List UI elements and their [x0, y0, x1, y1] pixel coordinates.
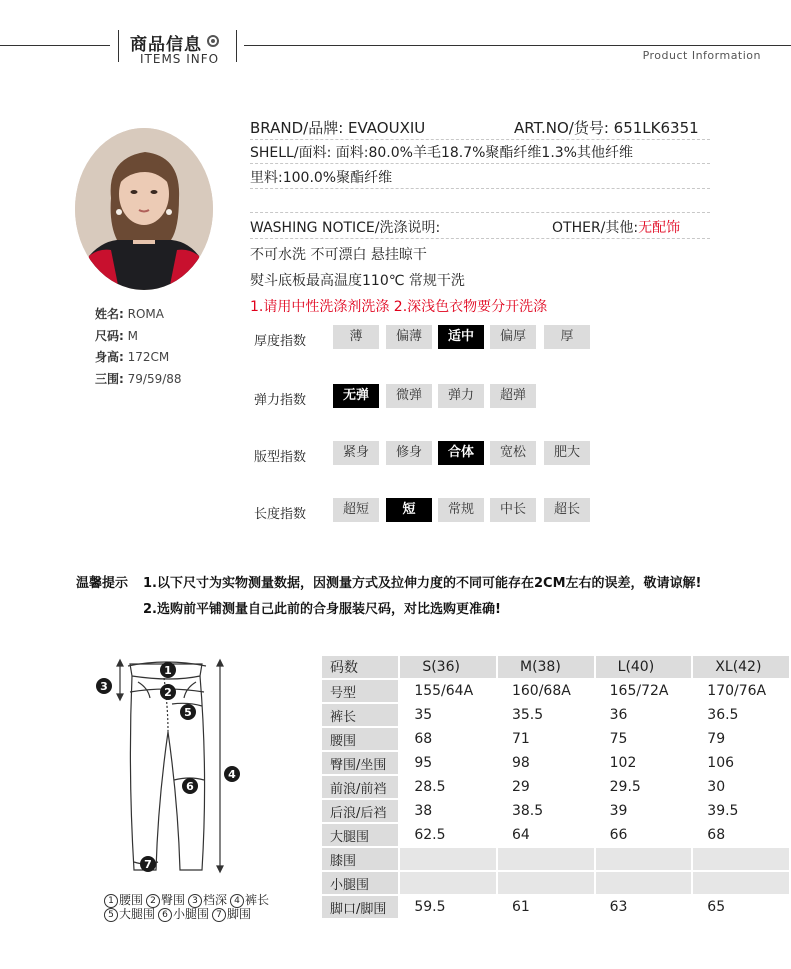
header-right-label: Product Information — [642, 49, 761, 62]
size-table-row — [322, 799, 790, 823]
size-table-cell — [399, 847, 497, 871]
size-table-cell: 66 — [595, 823, 693, 847]
size-table-cell: 61 — [497, 895, 595, 919]
size-table-cell: 65 — [692, 895, 790, 919]
size-table-cell: 39 — [595, 799, 693, 823]
size-table-row-label: 后浪/后裆 — [322, 799, 399, 823]
size-table-cell — [497, 871, 595, 895]
size-table-cell — [399, 871, 497, 895]
size-table-cell: 38 — [399, 799, 497, 823]
model-height: 身高: 172CM — [95, 350, 170, 364]
model-measurements: 三围: 79/59/88 — [95, 372, 182, 386]
marker-number: 6 — [186, 780, 194, 793]
index-option: 宽松 — [490, 441, 536, 465]
index-option-selected: 短 — [386, 498, 432, 522]
legend-number: 3 — [188, 894, 202, 908]
divider — [250, 212, 710, 213]
model-size: 尺码: M — [95, 329, 138, 343]
divider — [250, 238, 710, 239]
tips-line-1: 1.以下尺寸为实物测量数据，因测量方式及拉伸力度的不同可能存在2CM左右的误差，敬请谅解! — [143, 576, 702, 591]
divider — [250, 188, 710, 189]
size-table-cell: 102 — [595, 751, 693, 775]
size-table-cell: 170/76A — [692, 679, 790, 703]
size-table-row — [322, 871, 790, 895]
marker-number: 2 — [164, 686, 172, 699]
size-table-row-label: 大腿围 — [322, 823, 399, 847]
size-table-cell: 35.5 — [497, 703, 595, 727]
size-table-cell: 35 — [399, 703, 497, 727]
header-line-left — [0, 45, 110, 46]
size-table-row — [322, 703, 790, 727]
size-table-header-cell: L(40) — [595, 656, 693, 679]
index-option: 偏厚 — [490, 325, 536, 349]
marker-number: 5 — [184, 706, 192, 719]
other-line: OTHER/其他:无配饰 — [552, 220, 681, 236]
marker-number: 7 — [144, 858, 152, 871]
size-table-row — [322, 679, 790, 703]
diagram-legend-line-2 — [104, 905, 254, 922]
size-table-row-label: 号型 — [322, 679, 399, 703]
size-table-header-cell: 码数 — [322, 656, 399, 679]
size-table-cell: 155/64A — [399, 679, 497, 703]
size-table-cell: 160/68A — [497, 679, 595, 703]
size-table-cell: 36.5 — [692, 703, 790, 727]
legend-text: 小腿围 — [173, 907, 210, 921]
index-option: 偏薄 — [386, 325, 432, 349]
size-table-cell: 165/72A — [595, 679, 693, 703]
shell-line: SHELL/面料: 面料:80.0%羊毛18.7%聚酯纤维1.3%其他纤维 — [250, 145, 633, 161]
header-title-cn: 商品信息 — [130, 35, 202, 55]
wash-warning: 1.请用中性洗涤剂洗涤 2.深浅色衣物要分开洗涤 — [250, 299, 548, 315]
header-title-en: ITEMS INFO — [140, 52, 220, 66]
marker-number: 1 — [164, 664, 172, 677]
size-table-header-cell: XL(42) — [692, 656, 790, 679]
brand-line: BRAND/品牌: EVAOUXIU — [250, 119, 426, 137]
header-line-right — [244, 45, 791, 46]
size-table-cell: 63 — [595, 895, 693, 919]
size-table-cell: 64 — [497, 823, 595, 847]
lining-line: 里料:100.0%聚酯纤维 — [250, 170, 393, 186]
index-option-selected: 合体 — [438, 441, 484, 465]
size-table-cell: 30 — [692, 775, 790, 799]
index-option: 厚 — [544, 325, 590, 349]
legend-number: 6 — [158, 908, 172, 922]
size-table-header — [322, 656, 790, 679]
index-option: 薄 — [333, 325, 379, 349]
size-table-cell: 71 — [497, 727, 595, 751]
model-name: 姓名: ROMA — [95, 307, 164, 321]
legend-number: 5 — [104, 908, 118, 922]
size-table-row — [322, 751, 790, 775]
size-table-row — [322, 847, 790, 871]
header-bracket-right — [236, 30, 237, 62]
size-table-cell: 68 — [399, 727, 497, 751]
index-option: 超短 — [333, 498, 379, 522]
size-table-cell: 62.5 — [399, 823, 497, 847]
index-label: 版型指数 — [254, 450, 307, 465]
size-table-cell — [692, 871, 790, 895]
size-table-row-label: 脚口/脚围 — [322, 895, 399, 919]
index-option: 紧身 — [333, 441, 379, 465]
wash-line-1: 不可水洗 不可漂白 悬挂晾干 — [250, 247, 427, 263]
size-table-cell: 75 — [595, 727, 693, 751]
index-option: 超长 — [544, 498, 590, 522]
size-table-header-cell: M(38) — [497, 656, 595, 679]
divider — [250, 163, 710, 164]
size-table-cell — [692, 847, 790, 871]
tips-label: 温馨提示 — [76, 576, 129, 591]
washing-label: WASHING NOTICE/洗涤说明: — [250, 220, 441, 236]
size-table-cell — [497, 847, 595, 871]
size-table-header-cell: S(36) — [399, 656, 497, 679]
tips-line-2: 2.选购前平铺测量自己此前的合身服装尺码，对比选购更准确! — [143, 602, 501, 617]
artno-line: ART.NO/货号: 651LK6351 — [514, 119, 699, 137]
index-option: 肥大 — [544, 441, 590, 465]
size-table-cell — [595, 847, 693, 871]
index-option: 弹力 — [438, 384, 484, 408]
wash-line-2: 熨斗底板最高温度110℃ 常规干洗 — [250, 273, 465, 289]
model-portrait — [75, 128, 213, 290]
size-table-cell: 68 — [692, 823, 790, 847]
size-table-row-label: 腰围 — [322, 727, 399, 751]
header-target-icon — [207, 35, 219, 47]
legend-number: 1 — [104, 894, 118, 908]
size-table-cell: 59.5 — [399, 895, 497, 919]
size-table-row — [322, 775, 790, 799]
size-table-cell: 36 — [595, 703, 693, 727]
legend-text: 腰围 — [119, 893, 144, 907]
size-table-row — [322, 727, 790, 751]
legend-number: 2 — [146, 894, 160, 908]
legend-text: 档深 — [203, 893, 228, 907]
legend-text: 大腿围 — [119, 907, 156, 921]
size-table-cell: 95 — [399, 751, 497, 775]
legend-text: 脚围 — [227, 907, 252, 921]
size-table-cell: 106 — [692, 751, 790, 775]
marker-number: 3 — [100, 680, 108, 693]
size-table-row-label: 臀围/坐围 — [322, 751, 399, 775]
size-table-cell — [595, 871, 693, 895]
index-label: 长度指数 — [254, 507, 307, 522]
index-option: 常规 — [438, 498, 484, 522]
index-label: 厚度指数 — [254, 334, 307, 349]
size-table-row — [322, 823, 790, 847]
other-value: 无配饰 — [638, 220, 681, 236]
index-label: 弹力指数 — [254, 393, 307, 408]
size-table-cell: 28.5 — [399, 775, 497, 799]
size-table-cell: 38.5 — [497, 799, 595, 823]
pants-measure-diagram — [92, 652, 252, 882]
legend-text: 臀围 — [161, 893, 186, 907]
size-table-row-label: 前浪/前裆 — [322, 775, 399, 799]
model-portrait-illustration — [75, 128, 213, 290]
size-table-row — [322, 895, 790, 919]
size-table-cell: 98 — [497, 751, 595, 775]
index-option: 超弹 — [490, 384, 536, 408]
size-table-cell: 29 — [497, 775, 595, 799]
index-option: 微弹 — [386, 384, 432, 408]
size-table-cell: 29.5 — [595, 775, 693, 799]
legend-number: 7 — [212, 908, 226, 922]
legend-number: 4 — [230, 894, 244, 908]
index-option-selected: 适中 — [438, 325, 484, 349]
header-bracket-left — [118, 30, 119, 62]
size-table-row-label: 裤长 — [322, 703, 399, 727]
size-table-row-label: 膝围 — [322, 847, 399, 871]
index-option: 修身 — [386, 441, 432, 465]
size-table-cell: 39.5 — [692, 799, 790, 823]
index-option: 中长 — [490, 498, 536, 522]
legend-text: 裤长 — [245, 893, 270, 907]
divider — [250, 139, 710, 140]
size-table-cell: 79 — [692, 727, 790, 751]
index-option-selected: 无弹 — [333, 384, 379, 408]
size-table-row-label: 小腿围 — [322, 871, 399, 895]
marker-number: 4 — [228, 768, 236, 781]
size-table — [322, 656, 791, 920]
